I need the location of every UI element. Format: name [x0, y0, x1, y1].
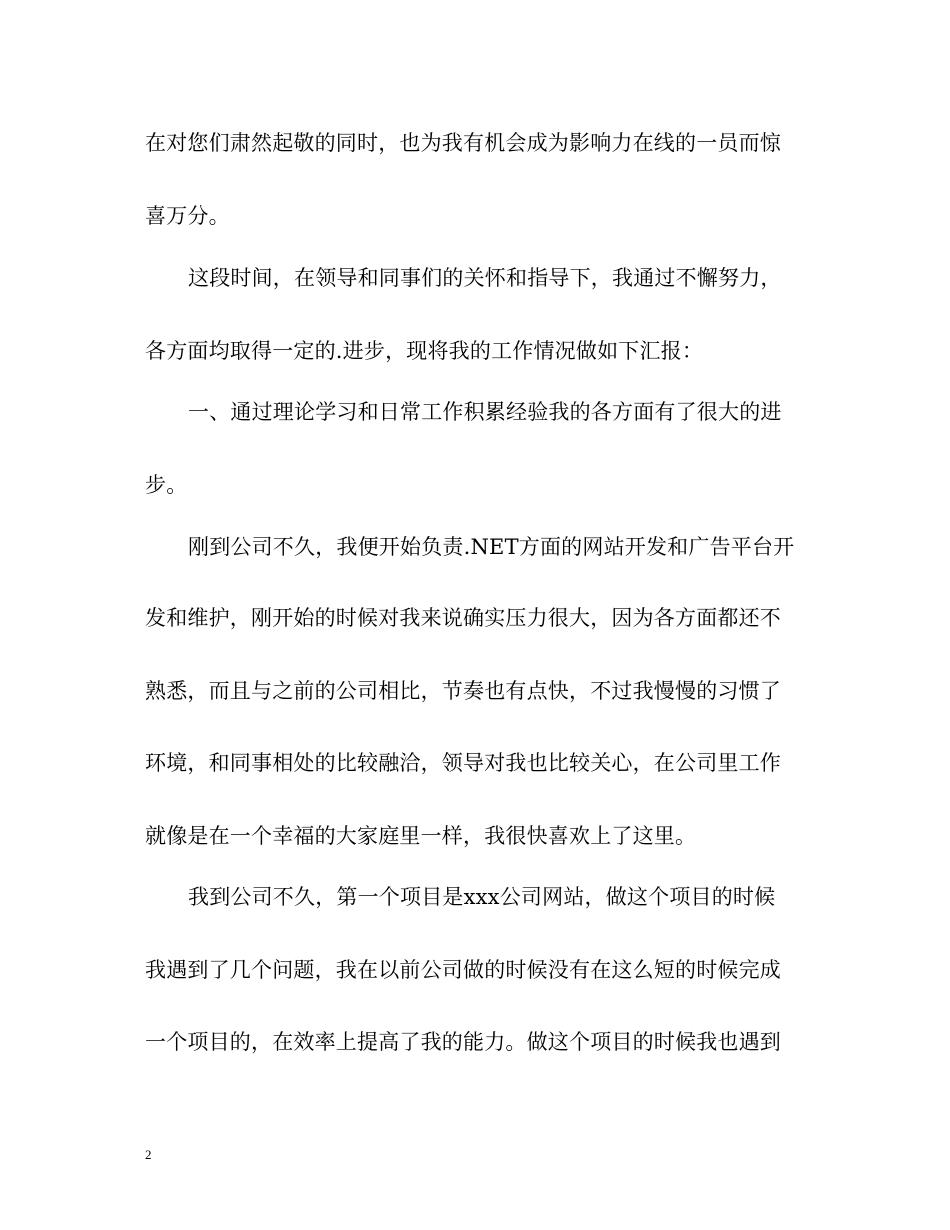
- text-line: 各方面均取得一定的.进步，现将我的工作情况做如下汇报：: [145, 339, 704, 363]
- text-line: 就像是在一个幸福的大家庭里一样，我很快喜欢上了这里。: [145, 824, 697, 848]
- paragraph-first-line: 我到公司不久，第一个项目是xxx公司网站，做这个项目的时候: [188, 885, 776, 909]
- section-heading-line: 一、通过理论学习和日常工作积累经验我的各方面有了很大的进: [188, 400, 782, 424]
- text-line: 喜万分。: [145, 204, 230, 228]
- paragraph-first-line: 刚到公司不久，我便开始负责.NET方面的网站开发和广告平台开: [188, 535, 795, 559]
- text-line: 发和维护，刚开始的时候对我来说确实压力很大，因为各方面都还不: [145, 606, 781, 630]
- text-line: 一个项目的，在效率上提高了我的能力。做这个项目的时候我也遇到: [145, 1030, 781, 1054]
- text-line: 熟悉，而且与之前的公司相比，节奏也有点快，不过我慢慢的习惯了: [145, 679, 781, 703]
- section-heading-line: 步。: [145, 473, 188, 497]
- text-line: 环境，和同事相处的比较融洽，领导对我也比较关心，在公司里工作: [145, 751, 781, 775]
- paragraph-first-line: 这段时间，在领导和同事们的关怀和指导下，我通过不懈努力，: [188, 266, 782, 290]
- page-number: 2: [145, 1147, 152, 1162]
- text-line: 在对您们肃然起敬的同时，也为我有机会成为影响力在线的一员而惊: [145, 131, 781, 155]
- text-line: 我遇到了几个问题，我在以前公司做的时候没有在这么短的时候完成: [145, 958, 781, 982]
